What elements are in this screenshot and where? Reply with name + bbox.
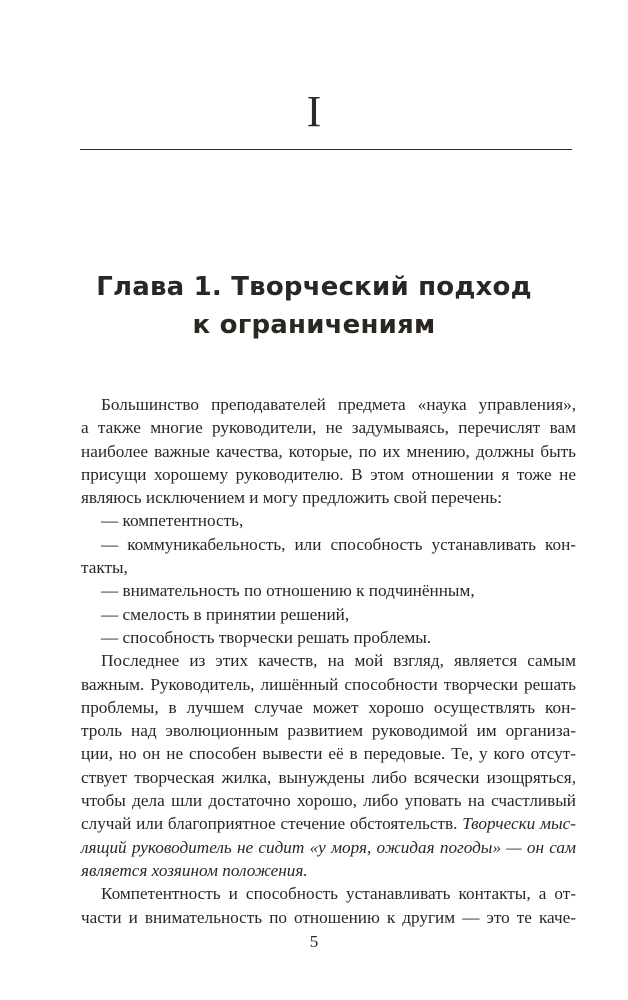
text-line: ции, но он не способен вывести её в передовые. Те, у кого отсут- <box>81 744 576 764</box>
chapter-title-line-1: Глава 1. Творческий подход <box>96 272 532 302</box>
text-line: Последнее из этих качеств, на мой взгляд, является самым <box>101 651 576 671</box>
list-item: — внимательность по отношению к подчинённым, <box>101 581 475 601</box>
list-item: — коммуникабельность, или способность устанавливать кон- <box>101 534 576 554</box>
text-line: присущи хорошему руководителю. В этом отношении я тоже не <box>81 464 576 484</box>
italic-text-line: лящий руководитель не сидит «у моря, ожидая погоды» — он сам <box>81 837 576 857</box>
text-line: важным. Руководитель, лишённый способности творчески решать <box>81 674 576 694</box>
part-numeral: I <box>306 87 322 136</box>
body-text <box>81 393 576 929</box>
text-line: чтобы дела шли достаточно хорошо, либо уповать на счастливый <box>81 791 576 811</box>
part-divider-rule <box>80 149 572 150</box>
list-item: — смелость в принятии решений, <box>101 604 350 624</box>
text-line: проблемы, в лучшем случае может хорошо осуществлять кон- <box>81 697 576 717</box>
text-segment: случай или благоприятное стечение обстоятельств. <box>81 814 463 834</box>
italic-text-line: является хозяином положения. <box>81 860 308 880</box>
chapter-title <box>0 268 628 344</box>
page-number: 5 <box>309 932 319 951</box>
text-line: Компетентность и способность устанавливать контакты, а от- <box>101 884 576 904</box>
text-line: ствует творческая жилка, вынуждены либо всячески изощряться, <box>81 767 576 787</box>
text-line: такты, <box>81 558 128 578</box>
text-line: части и внимательность по отношению к другим — это те каче- <box>81 907 576 927</box>
text-line: являюсь исключением и могу предложить свой перечень: <box>81 488 503 508</box>
text-line-mixed <box>81 812 576 835</box>
chapter-title-line-2: к ограничениям <box>192 310 436 340</box>
list-item: — компетентность, <box>101 511 244 531</box>
text-line: наиболее важные качества, которые, по их мнению, должны быть <box>81 441 576 461</box>
italic-text-segment: Творчески мыс- <box>462 814 576 834</box>
text-line: Большинство преподавателей предмета «наука управления», <box>101 395 576 414</box>
list-item: — способность творчески решать проблемы. <box>101 627 432 647</box>
text-line: троль над эволюционным развитием руководимой им организа- <box>81 721 576 741</box>
text-line: а также многие руководители, не задумываясь, перечислят вам <box>81 418 576 438</box>
